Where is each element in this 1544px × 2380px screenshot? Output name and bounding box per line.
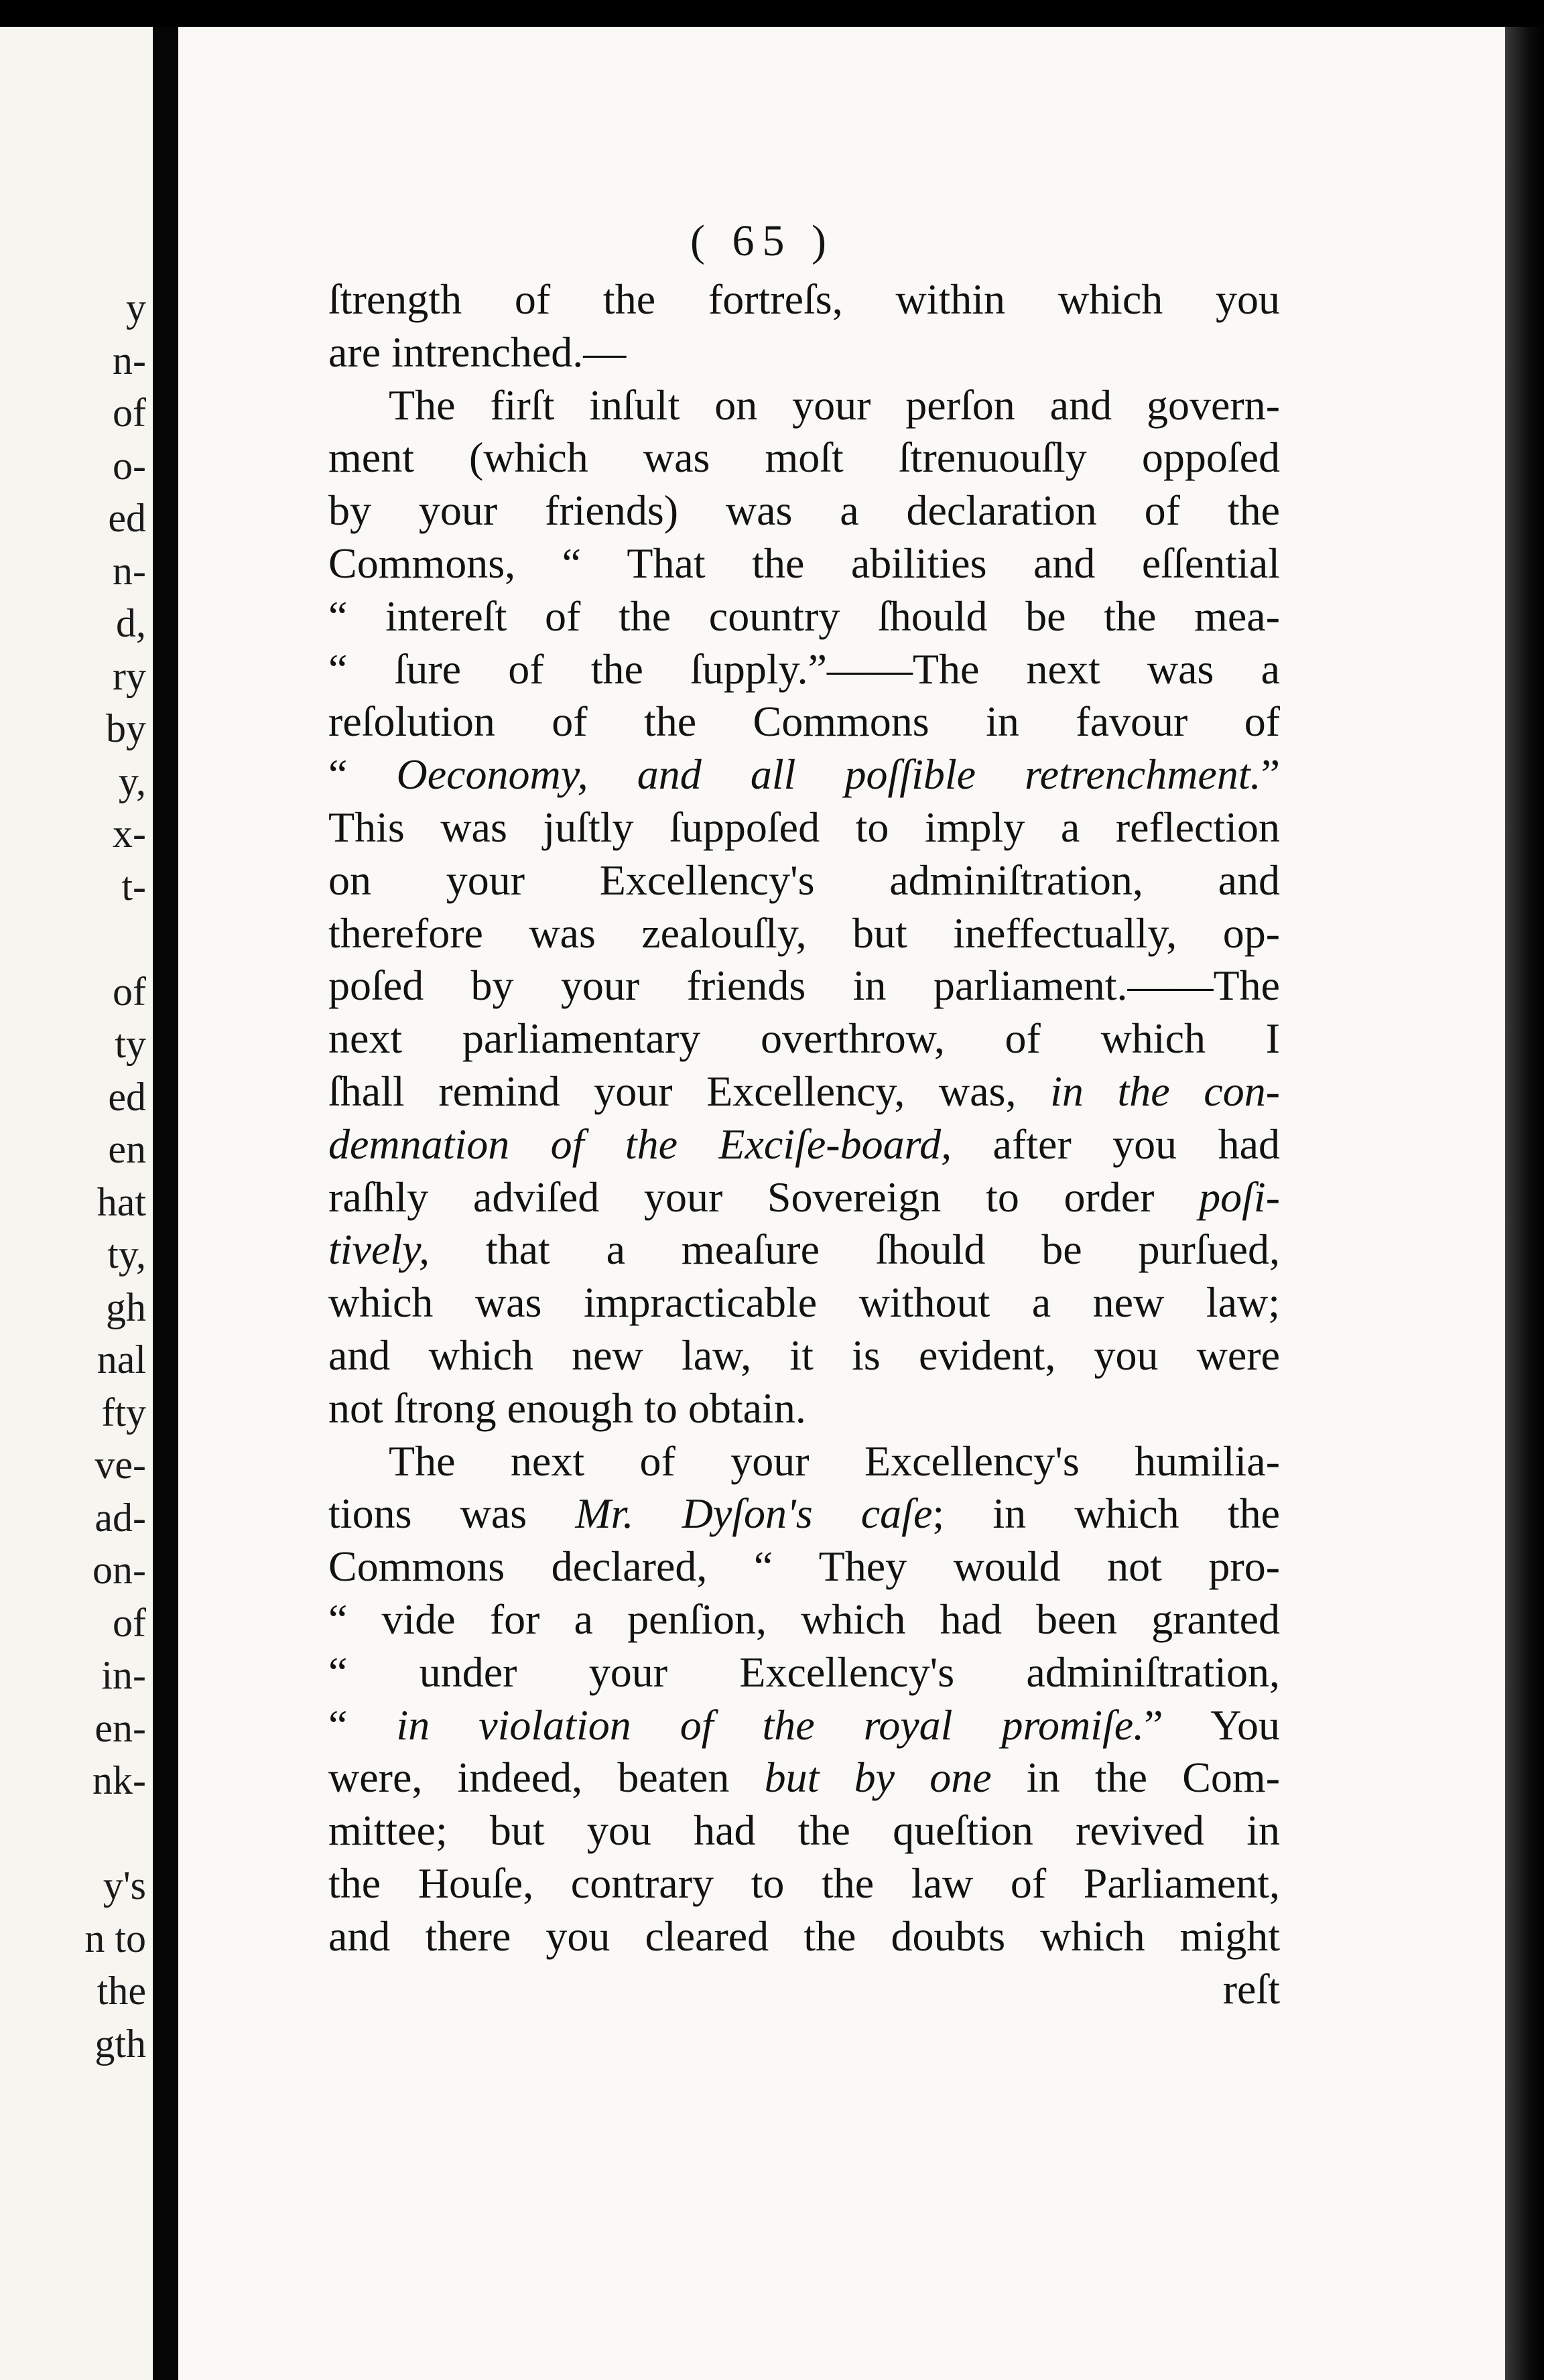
text-run: after you had [952,1120,1281,1168]
left-edge-fragment: y, [118,758,146,803]
text-run: the Houſe, contrary to the law of Parliament, [328,1859,1280,1907]
left-edge-fragment: ry [113,653,146,698]
italic-run: Mr. Dyſon's caſe [575,1490,933,1538]
text-line [328,960,1280,1012]
text-run: that a meaſure ſhould be purſued, [430,1226,1280,1274]
text-run: next parliamentary overthrow, of which I [328,1014,1280,1063]
italic-run: in violation of the royal promiſe. [396,1701,1145,1749]
left-edge-fragment: ed [108,1074,146,1119]
left-edge-fragment: y [126,285,146,330]
page-number: ( 65 ) [690,216,834,265]
body-text [328,273,1280,2015]
left-edge-fragment: n- [113,548,146,593]
text-line [328,379,1280,432]
italic-run: in the con- [1050,1067,1281,1115]
text-line [328,1012,1280,1065]
italic-run: tively, [328,1226,430,1274]
text-line [328,801,1280,854]
left-edge-fragment: t- [121,864,146,909]
left-edge-fragment: ad- [94,1495,146,1540]
text-run: The firſt inſult on your perſon and govern- [389,381,1280,429]
text-run: reſt [1222,1965,1280,2013]
text-run: “ vide for a penſion, which had been granted [328,1595,1280,1643]
text-run: Commons, “ That the abilities and eſſential [328,539,1280,587]
left-edge-fragment: d, [116,601,146,645]
left-edge-fragment: the [96,1969,146,2013]
text-line [328,273,1280,326]
text-line [328,537,1280,590]
left-edge-fragment: of [113,969,146,1014]
text-line [328,1435,1280,1488]
text-line [328,1910,1280,1963]
text-run: were, indeed, beaten [328,1754,765,1802]
text-run: Commons declared, “ They would not pro- [328,1542,1280,1591]
text-run: not ſtrong enough to obtain. [328,1384,806,1432]
text-run: ment (which was moſt ſtrenuouſly oppoſed [328,434,1280,482]
left-edge-fragment: nk- [92,1758,146,1802]
text-run: “ intereſt of the country ſhould be the mea- [328,592,1280,640]
italic-run: demnation of the Exciſe-board, [328,1120,952,1168]
text-run: ” You [1144,1701,1281,1749]
text-line [328,590,1280,643]
italic-run: but by one [764,1754,992,1802]
text-run: on your Excellency's adminiſtration, and [328,856,1280,904]
text-line [328,1171,1280,1224]
left-edge-fragment: en- [94,1705,146,1750]
text-line [328,854,1280,907]
text-line [328,326,1280,379]
text-run: and which new law, it is evident, you were [328,1331,1280,1379]
left-edge-fragment: in- [101,1653,146,1697]
text-run: mittee; but you had the queſtion revived in [328,1806,1280,1855]
text-run: “ ſure of the ſupply.”——The next was a [328,645,1280,693]
left-edge-fragment: hat [96,1179,146,1224]
left-edge-fragment: of [113,1600,146,1645]
left-edge-fragment: x- [113,811,146,856]
left-edge-fragment: n to [84,1916,146,1961]
book-gutter [153,27,178,2380]
text-run: ” [1261,750,1281,799]
text-run: tions was [328,1490,576,1538]
left-edge-fragment: ty, [107,1232,146,1276]
left-edge-fragment: ve- [94,1443,146,1487]
text-line [328,1699,1280,1752]
text-line [328,1276,1280,1329]
text-line [328,1646,1280,1699]
text-run: in the Com- [991,1754,1281,1802]
left-edge-fragment: ed [108,496,146,540]
left-edge-fragment: gth [94,2021,146,2066]
text-line [328,1118,1280,1171]
text-run: “ [328,750,397,799]
text-line [328,1382,1280,1435]
text-run: This was juſtly ſuppoſed to imply a reflection [328,803,1280,851]
text-line [328,1751,1280,1804]
text-run: “ [328,1701,397,1749]
left-edge-fragment: on- [92,1548,146,1592]
text-run: reſolution of the Commons in favour of [328,698,1280,746]
italic-run: Oeconomy, and all poſſible retrenchment. [396,750,1261,799]
left-page-edge [0,27,153,2380]
text-line [328,1540,1280,1593]
left-edge-fragment: ty [115,1022,146,1066]
text-run: “ under your Excellency's adminiſtration, [328,1648,1280,1696]
left-edge-fragment [0,913,153,966]
text-line [328,748,1280,801]
text-line [328,1488,1280,1540]
left-edge-fragment: n- [113,338,146,383]
left-edge-fragment: nal [96,1337,146,1382]
text-run: The next of your Excellency's humilia- [389,1437,1280,1485]
text-line [328,484,1280,537]
left-page-text-fragments [0,281,153,2070]
left-edge-fragment: of [113,391,146,435]
left-edge-fragment: en [108,1127,146,1171]
text-run: therefore was zealouſly, but ineffectually, op- [328,909,1280,957]
text-line [328,1804,1280,1857]
text-run: poſed by your friends in parliament.——The [328,962,1280,1010]
left-edge-fragment [0,1807,153,1860]
text-line [328,1857,1280,1910]
text-line [328,1593,1280,1646]
text-run: and there you cleared the doubts which might [328,1912,1280,1960]
text-line [328,696,1280,748]
scan-border [0,0,1544,27]
page-edge-shadow [1505,27,1544,2380]
text-line [328,1963,1280,2016]
left-edge-fragment: by [106,706,146,750]
text-run: by your friends) was a declaration of the [328,486,1280,535]
text-line [328,643,1280,696]
text-line [328,1224,1280,1276]
text-run: raſhly adviſed your Sovereign to order [328,1173,1200,1221]
text-run: ſhall remind your Excellency, was, [328,1067,1051,1115]
left-edge-fragment: fty [101,1390,146,1435]
text-run: which was impracticable without a new law; [328,1278,1280,1327]
italic-run: poſi- [1199,1173,1280,1221]
left-edge-fragment: o- [113,443,146,488]
text-line [328,1065,1280,1118]
left-edge-fragment: y's [103,1863,146,1908]
left-edge-fragment: gh [106,1284,146,1329]
text-run: ſtrength of the fortreſs, within which you [328,275,1280,323]
text-line [328,1329,1280,1382]
text-run: are intrenched.— [328,328,627,376]
text-line [328,432,1280,484]
text-line [328,907,1280,960]
text-run: ; in which the [932,1490,1281,1538]
